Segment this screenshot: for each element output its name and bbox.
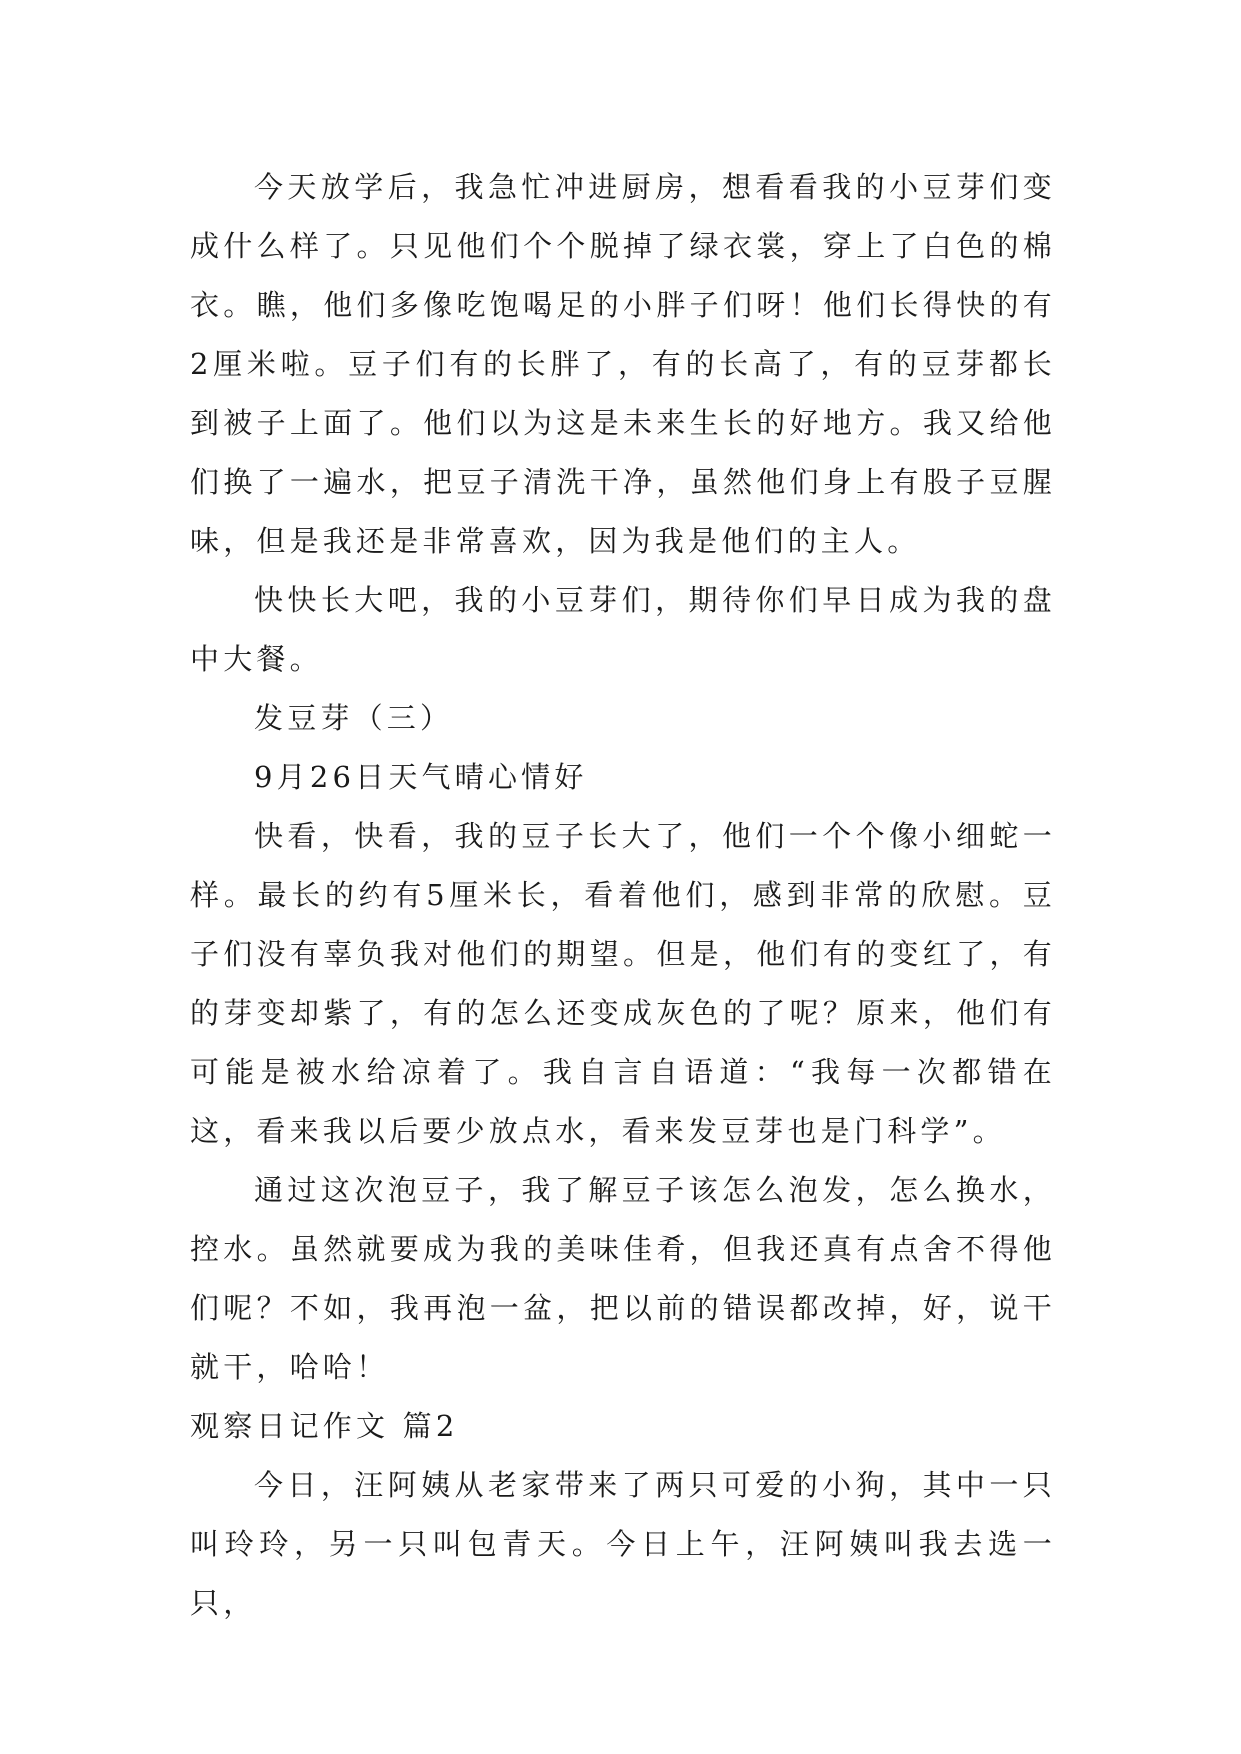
paragraph-bean-sprouts-long: 快看，快看，我的豆子长大了，他们一个个像小细蛇一样。最长的约有5厘米长，看着他们，感到非常的欣慰。豆子们没有辜负我对他们的期望。但是，他们有的变红了，有的芽变却紫了，有的怎么还变成灰色的了呢？原来，他们有可能是被水给凉着了。我自言自语道：“我每一次都错在这，看来我以后要少放点水，看来发豆芽也是门科学”。 [190,819,1056,1148]
paragraph-conclusion: 通过这次泡豆子，我了解豆子该怎么泡发，怎么换水，控水。虽然就要成为我的美味佳肴，但我还真有点舍不得他们呢？不如，我再泡一盆，把以前的错误都改掉，好，说干就干，哈哈！ [190,1173,1056,1384]
diary-date-line: 9月26日天气晴心情好 [254,760,588,794]
paragraph-grow-up: 快快长大吧，我的小豆芽们，期待你们早日成为我的盘中大餐。 [190,583,1056,676]
document-body [190,158,1056,1633]
subheading-part-three: 发豆芽（三） [254,701,454,735]
paragraph-puppies: 今日，汪阿姨从老家带来了两只可爱的小狗，其中一只叫玲玲，另一只叫包青天。今日上午，汪阿姨叫我去选一只， [190,1468,1056,1620]
paragraph-bean-sprouts-white: 今天放学后，我急忙冲进厨房，想看看我的小豆芽们变成什么样了。只见他们个个脱掉了绿衣裳，穿上了白色的棉衣。瞧，他们多像吃饱喝足的小胖子们呀！他们长得快的有2厘米啦。豆子们有的长胖了，有的长高了，有的豆芽都长到被子上面了。他们以为这是未来生长的好地方。我又给他们换了一遍水，把豆子清洗干净，虽然他们身上有股子豆腥味，但是我还是非常喜欢，因为我是他们的主人。 [190,170,1056,558]
section-heading: 观察日记作文 篇2 [190,1409,459,1443]
